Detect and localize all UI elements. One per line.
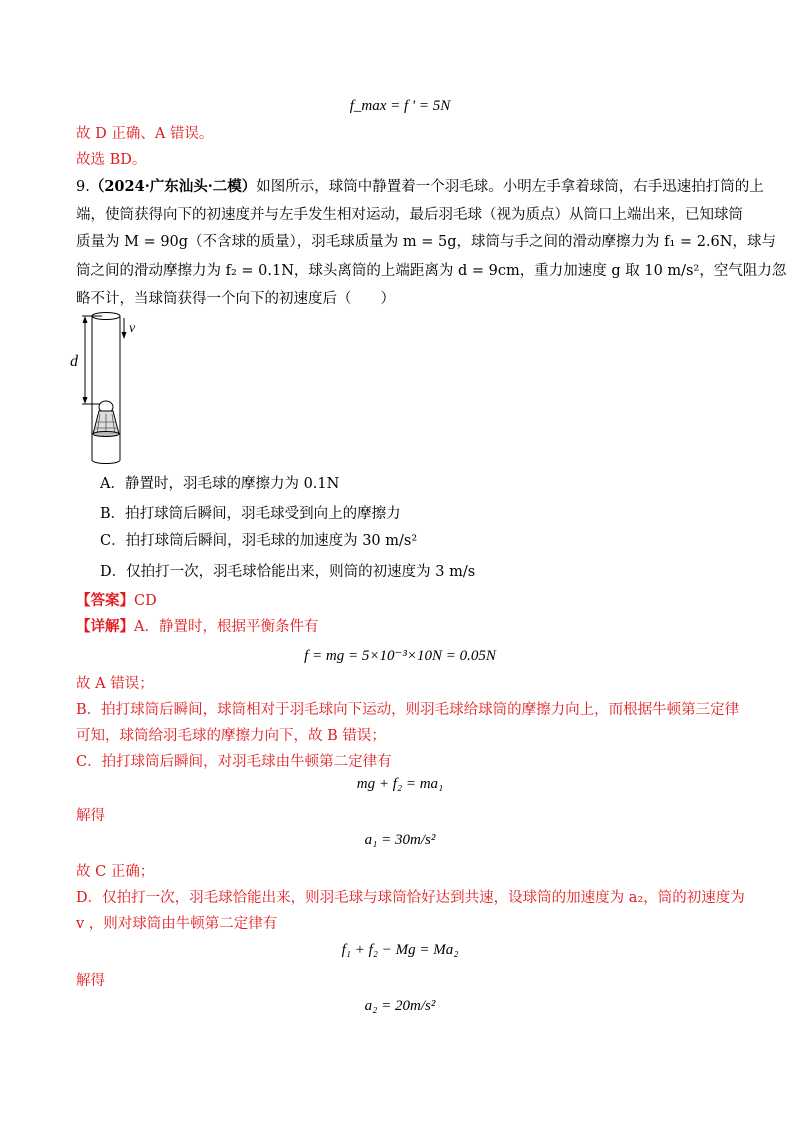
detail-solve-1: 解得 bbox=[76, 808, 105, 824]
question-number: 9. bbox=[76, 179, 90, 195]
label-v: v bbox=[129, 321, 136, 336]
equation-a2: a₂ = 20m/s² bbox=[364, 998, 436, 1014]
detail-a-text: A．静置时，根据平衡条件有 bbox=[134, 619, 319, 635]
dimension-arrow-down bbox=[83, 397, 88, 404]
option-b: B．拍打球筒后瞬间，羽毛球受到向上的摩擦力 bbox=[100, 506, 401, 522]
detail-c-intro: C．拍打球筒后瞬间，对羽毛球由牛顿第二定律有 bbox=[76, 754, 392, 770]
detail-solve-2: 解得 bbox=[76, 973, 105, 989]
answer-line bbox=[76, 591, 157, 611]
dimension-arrow-up bbox=[83, 316, 88, 323]
answer-tag: 【答案】 bbox=[76, 592, 134, 609]
detail-tag: 【详解】 bbox=[76, 618, 134, 635]
equation-newton-tube: f₁ + f₂ − Mg = Ma₂ bbox=[341, 942, 459, 958]
previous-conclusion-d: 故 D 正确、A 错误。 bbox=[76, 126, 214, 142]
detail-b-line-1: B．拍打球筒后瞬间，球筒相对于羽毛球向下运动，则羽毛球给球筒的摩擦力向上，而根据牛顿第三定律 bbox=[76, 702, 740, 718]
answer-value: CD bbox=[134, 593, 157, 609]
question-9-line-4: 筒之间的滑动摩擦力为 f₂ = 0.1N，球头离筒的上端距离为 d = 9cm，重力加速度 g 取 10 m/s²，空气阻力忽 bbox=[76, 263, 787, 279]
detail-b-line-2: 可知，球筒给羽毛球的摩擦力向下，故 B 错误； bbox=[76, 728, 386, 744]
question-9-line-2: 端，使筒获得向下的初速度并与左手发生相对运动，最后羽毛球（视为质点）从筒口上端出来，已知球筒 bbox=[76, 207, 743, 223]
previous-conclusion-select: 故选 BD。 bbox=[76, 152, 147, 168]
detail-d-line-2: v ，则对球筒由牛顿第二定律有 bbox=[76, 916, 278, 932]
tube-bottom-rim bbox=[92, 460, 120, 464]
tube-diagram bbox=[66, 310, 156, 470]
equation-a1: a₁ = 30m/s² bbox=[364, 832, 436, 848]
tube-shuttlecock-figure bbox=[66, 310, 156, 470]
detail-a-conclusion: 故 A 错误； bbox=[76, 676, 154, 692]
equation-newton-ball: mg + f₂ = ma₁ bbox=[356, 776, 444, 792]
velocity-arrow-head bbox=[122, 332, 127, 339]
option-c: C．拍打球筒后瞬间，羽毛球的加速度为 30 m/s² bbox=[100, 533, 418, 549]
detail-a-intro bbox=[76, 617, 318, 637]
question-9-line-3: 质量为 M = 90g（不含球的质量），羽毛球质量为 m = 5g，球筒与手之间的滑动摩擦力为 f₁ = 2.6N，球与 bbox=[76, 234, 776, 250]
equation-fmax: f_max = f ' = 5N bbox=[349, 98, 451, 114]
label-d: d bbox=[70, 353, 78, 370]
option-d: D．仅拍打一次，羽毛球恰能出来，则筒的初速度为 3 m/s bbox=[100, 564, 476, 580]
shuttlecock-rim bbox=[93, 432, 119, 437]
equation-static-friction: f = mg = 5×10⁻³×10N = 0.05N bbox=[304, 648, 496, 664]
detail-c-conclusion: 故 C 正确； bbox=[76, 864, 155, 880]
option-a: A．静置时，羽毛球的摩擦力为 0.1N bbox=[100, 476, 340, 492]
question-9-line-5: 略不计，当球筒获得一个向下的初速度后（ ） bbox=[76, 291, 395, 307]
question-text-1: 如图所示，球筒中静置着一个羽毛球。小明左手拿着球筒，右手迅速拍打筒的上 bbox=[256, 179, 764, 195]
question-9-line-1 bbox=[76, 177, 764, 197]
detail-d-line-1: D．仅拍打一次，羽毛球恰能出来，则羽毛球与球筒恰好达到共速，设球筒的加速度为 a₂，筒的初速度为 bbox=[76, 890, 745, 906]
question-source: （2024·广东汕头·二模） bbox=[89, 178, 257, 195]
